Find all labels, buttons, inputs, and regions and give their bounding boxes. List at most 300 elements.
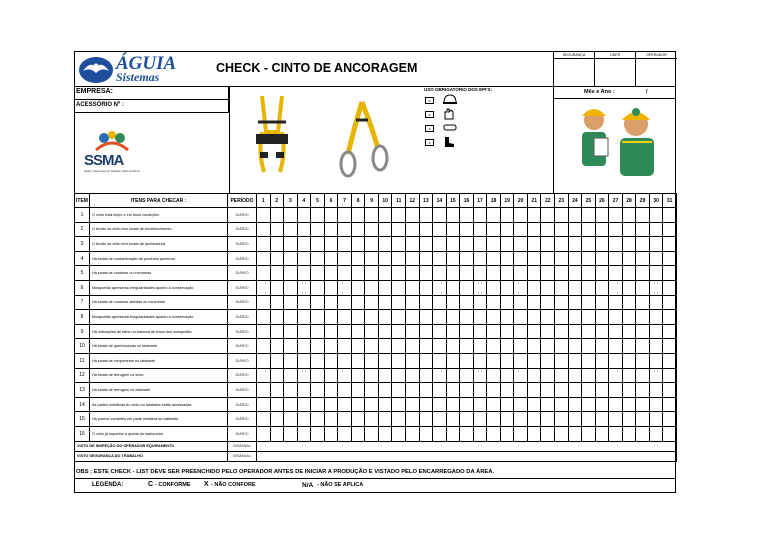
check-cell[interactable] <box>351 280 365 295</box>
check-cell[interactable] <box>500 237 514 252</box>
check-cell[interactable] <box>324 310 338 325</box>
check-cell[interactable] <box>433 266 447 281</box>
check-cell[interactable] <box>406 353 420 368</box>
check-cell[interactable] <box>378 324 392 339</box>
check-cell[interactable] <box>622 383 636 398</box>
check-cell[interactable] <box>338 397 352 412</box>
check-cell[interactable] <box>555 324 569 339</box>
check-cell[interactable] <box>338 426 352 441</box>
check-cell[interactable] <box>500 353 514 368</box>
check-cell[interactable] <box>663 222 677 237</box>
check-cell[interactable] <box>419 295 433 310</box>
check-cell[interactable] <box>636 397 650 412</box>
check-cell[interactable] <box>392 324 406 339</box>
check-cell[interactable] <box>351 208 365 223</box>
check-cell[interactable] <box>311 251 325 266</box>
epi-checkbox[interactable]: x <box>425 97 434 104</box>
check-cell[interactable] <box>609 310 623 325</box>
check-cell[interactable] <box>527 339 541 354</box>
check-cell[interactable] <box>582 412 596 427</box>
check-cell[interactable] <box>351 251 365 266</box>
check-cell[interactable] <box>568 295 582 310</box>
check-cell[interactable] <box>649 237 663 252</box>
check-cell[interactable] <box>527 237 541 252</box>
check-cell[interactable] <box>514 324 528 339</box>
check-cell[interactable] <box>541 426 555 441</box>
check-cell[interactable] <box>527 310 541 325</box>
check-cell[interactable] <box>582 397 596 412</box>
check-cell[interactable] <box>419 208 433 223</box>
check-cell[interactable] <box>365 353 379 368</box>
check-cell[interactable] <box>527 295 541 310</box>
check-cell[interactable] <box>392 251 406 266</box>
check-cell[interactable] <box>324 280 338 295</box>
check-cell[interactable] <box>311 324 325 339</box>
check-cell[interactable] <box>527 266 541 281</box>
check-cell[interactable] <box>446 353 460 368</box>
check-cell[interactable] <box>433 426 447 441</box>
check-cell[interactable] <box>636 295 650 310</box>
check-cell[interactable] <box>649 426 663 441</box>
check-cell[interactable] <box>663 295 677 310</box>
check-cell[interactable] <box>284 208 298 223</box>
check-cell[interactable] <box>338 324 352 339</box>
check-cell[interactable] <box>500 426 514 441</box>
check-cell[interactable] <box>500 222 514 237</box>
check-cell[interactable] <box>392 266 406 281</box>
check-cell[interactable] <box>487 208 501 223</box>
check-cell[interactable] <box>487 383 501 398</box>
check-cell[interactable] <box>622 310 636 325</box>
check-cell[interactable] <box>541 237 555 252</box>
check-cell[interactable] <box>609 251 623 266</box>
check-cell[interactable] <box>663 280 677 295</box>
check-cell[interactable] <box>527 324 541 339</box>
check-cell[interactable] <box>406 368 420 383</box>
check-cell[interactable] <box>500 324 514 339</box>
epi-checkbox[interactable]: x <box>425 125 434 132</box>
check-cell[interactable] <box>406 383 420 398</box>
check-cell[interactable] <box>406 208 420 223</box>
check-cell[interactable] <box>487 324 501 339</box>
check-cell[interactable] <box>351 324 365 339</box>
check-cell[interactable] <box>500 208 514 223</box>
check-cell[interactable] <box>311 208 325 223</box>
check-cell[interactable] <box>473 266 487 281</box>
check-cell[interactable] <box>582 383 596 398</box>
check-cell[interactable] <box>622 280 636 295</box>
check-cell[interactable] <box>351 295 365 310</box>
check-cell[interactable] <box>378 310 392 325</box>
check-cell[interactable] <box>663 368 677 383</box>
check-cell[interactable] <box>500 397 514 412</box>
check-cell[interactable] <box>338 383 352 398</box>
visto-signature-cell[interactable] <box>257 451 677 461</box>
check-cell[interactable] <box>297 397 311 412</box>
check-cell[interactable] <box>595 295 609 310</box>
check-cell[interactable] <box>460 208 474 223</box>
check-cell[interactable] <box>270 208 284 223</box>
check-cell[interactable] <box>541 295 555 310</box>
check-cell[interactable] <box>338 222 352 237</box>
check-cell[interactable] <box>663 310 677 325</box>
check-cell[interactable] <box>460 237 474 252</box>
check-cell[interactable] <box>487 310 501 325</box>
check-cell[interactable] <box>649 353 663 368</box>
check-cell[interactable] <box>649 339 663 354</box>
check-cell[interactable] <box>392 353 406 368</box>
check-cell[interactable] <box>257 310 271 325</box>
check-cell[interactable] <box>541 310 555 325</box>
check-cell[interactable] <box>473 251 487 266</box>
check-cell[interactable] <box>595 383 609 398</box>
check-cell[interactable] <box>527 353 541 368</box>
check-cell[interactable] <box>622 339 636 354</box>
check-cell[interactable] <box>473 280 487 295</box>
check-cell[interactable] <box>595 339 609 354</box>
check-cell[interactable] <box>568 324 582 339</box>
check-cell[interactable] <box>636 353 650 368</box>
check-cell[interactable] <box>406 295 420 310</box>
check-cell[interactable] <box>609 412 623 427</box>
check-cell[interactable] <box>514 412 528 427</box>
check-cell[interactable] <box>351 222 365 237</box>
check-cell[interactable] <box>527 412 541 427</box>
check-cell[interactable] <box>311 397 325 412</box>
check-cell[interactable] <box>609 339 623 354</box>
check-cell[interactable] <box>473 295 487 310</box>
check-cell[interactable] <box>446 412 460 427</box>
check-cell[interactable] <box>663 324 677 339</box>
check-cell[interactable] <box>555 339 569 354</box>
check-cell[interactable] <box>649 368 663 383</box>
check-cell[interactable] <box>555 368 569 383</box>
check-cell[interactable] <box>378 368 392 383</box>
check-cell[interactable] <box>433 368 447 383</box>
check-cell[interactable] <box>378 383 392 398</box>
check-cell[interactable] <box>582 353 596 368</box>
check-cell[interactable] <box>487 295 501 310</box>
check-cell[interactable] <box>446 397 460 412</box>
check-cell[interactable] <box>324 208 338 223</box>
check-cell[interactable] <box>392 339 406 354</box>
check-cell[interactable] <box>392 280 406 295</box>
check-cell[interactable] <box>324 295 338 310</box>
check-cell[interactable] <box>541 251 555 266</box>
check-cell[interactable] <box>257 295 271 310</box>
check-cell[interactable] <box>365 251 379 266</box>
check-cell[interactable] <box>622 237 636 252</box>
check-cell[interactable] <box>419 310 433 325</box>
check-cell[interactable] <box>338 368 352 383</box>
check-cell[interactable] <box>365 295 379 310</box>
check-cell[interactable] <box>568 222 582 237</box>
check-cell[interactable] <box>392 208 406 223</box>
check-cell[interactable] <box>582 280 596 295</box>
check-cell[interactable] <box>284 412 298 427</box>
check-cell[interactable] <box>568 339 582 354</box>
check-cell[interactable] <box>365 426 379 441</box>
check-cell[interactable] <box>433 324 447 339</box>
check-cell[interactable] <box>568 383 582 398</box>
check-cell[interactable] <box>649 412 663 427</box>
check-cell[interactable] <box>514 295 528 310</box>
check-cell[interactable] <box>378 251 392 266</box>
check-cell[interactable] <box>406 251 420 266</box>
check-cell[interactable] <box>257 324 271 339</box>
check-cell[interactable] <box>649 280 663 295</box>
check-cell[interactable] <box>351 266 365 281</box>
check-cell[interactable] <box>622 251 636 266</box>
check-cell[interactable] <box>527 208 541 223</box>
check-cell[interactable] <box>636 251 650 266</box>
check-cell[interactable] <box>649 295 663 310</box>
check-cell[interactable] <box>460 383 474 398</box>
check-cell[interactable] <box>622 324 636 339</box>
check-cell[interactable] <box>460 397 474 412</box>
check-cell[interactable] <box>541 397 555 412</box>
check-cell[interactable] <box>460 251 474 266</box>
check-cell[interactable] <box>419 383 433 398</box>
check-cell[interactable] <box>514 222 528 237</box>
check-cell[interactable] <box>649 208 663 223</box>
check-cell[interactable] <box>487 353 501 368</box>
check-cell[interactable] <box>595 251 609 266</box>
check-cell[interactable] <box>351 310 365 325</box>
check-cell[interactable] <box>338 295 352 310</box>
check-cell[interactable] <box>568 426 582 441</box>
check-cell[interactable] <box>270 295 284 310</box>
check-cell[interactable] <box>446 310 460 325</box>
check-cell[interactable] <box>487 222 501 237</box>
check-cell[interactable] <box>378 208 392 223</box>
check-cell[interactable] <box>270 353 284 368</box>
check-cell[interactable] <box>270 324 284 339</box>
signature-lider[interactable] <box>595 51 636 86</box>
check-cell[interactable] <box>500 266 514 281</box>
check-cell[interactable] <box>378 339 392 354</box>
check-cell[interactable] <box>595 397 609 412</box>
check-cell[interactable] <box>297 339 311 354</box>
check-cell[interactable] <box>324 397 338 412</box>
check-cell[interactable] <box>649 383 663 398</box>
check-cell[interactable] <box>609 295 623 310</box>
check-cell[interactable] <box>378 412 392 427</box>
check-cell[interactable] <box>473 310 487 325</box>
check-cell[interactable] <box>297 266 311 281</box>
check-cell[interactable] <box>270 310 284 325</box>
check-cell[interactable] <box>527 426 541 441</box>
check-cell[interactable] <box>609 397 623 412</box>
check-cell[interactable] <box>392 397 406 412</box>
check-cell[interactable] <box>433 412 447 427</box>
check-cell[interactable] <box>270 412 284 427</box>
check-cell[interactable] <box>663 339 677 354</box>
check-cell[interactable] <box>311 280 325 295</box>
check-cell[interactable] <box>270 251 284 266</box>
check-cell[interactable] <box>365 383 379 398</box>
check-cell[interactable] <box>622 266 636 281</box>
check-cell[interactable] <box>636 266 650 281</box>
check-cell[interactable] <box>595 368 609 383</box>
check-cell[interactable] <box>500 368 514 383</box>
check-cell[interactable] <box>568 237 582 252</box>
check-cell[interactable] <box>487 266 501 281</box>
check-cell[interactable] <box>365 208 379 223</box>
check-cell[interactable] <box>582 368 596 383</box>
check-cell[interactable] <box>365 237 379 252</box>
check-cell[interactable] <box>636 237 650 252</box>
check-cell[interactable] <box>460 353 474 368</box>
mes-ano-field[interactable] <box>554 87 676 99</box>
check-cell[interactable] <box>419 353 433 368</box>
check-cell[interactable] <box>595 310 609 325</box>
check-cell[interactable] <box>460 266 474 281</box>
check-cell[interactable] <box>555 237 569 252</box>
check-cell[interactable] <box>338 251 352 266</box>
check-cell[interactable] <box>500 310 514 325</box>
check-cell[interactable] <box>406 426 420 441</box>
check-cell[interactable] <box>500 339 514 354</box>
check-cell[interactable] <box>257 222 271 237</box>
check-cell[interactable] <box>351 237 365 252</box>
check-cell[interactable] <box>568 251 582 266</box>
check-cell[interactable] <box>446 339 460 354</box>
check-cell[interactable] <box>311 295 325 310</box>
check-cell[interactable] <box>582 222 596 237</box>
check-cell[interactable] <box>433 222 447 237</box>
check-cell[interactable] <box>595 266 609 281</box>
check-cell[interactable] <box>392 412 406 427</box>
check-cell[interactable] <box>568 208 582 223</box>
check-cell[interactable] <box>446 324 460 339</box>
check-cell[interactable] <box>351 426 365 441</box>
check-cell[interactable] <box>311 368 325 383</box>
check-cell[interactable] <box>595 353 609 368</box>
check-cell[interactable] <box>595 208 609 223</box>
check-cell[interactable] <box>270 426 284 441</box>
check-cell[interactable] <box>257 412 271 427</box>
check-cell[interactable] <box>514 251 528 266</box>
check-cell[interactable] <box>514 383 528 398</box>
check-cell[interactable] <box>568 266 582 281</box>
check-cell[interactable] <box>636 280 650 295</box>
check-cell[interactable] <box>582 266 596 281</box>
check-cell[interactable] <box>351 412 365 427</box>
check-cell[interactable] <box>582 426 596 441</box>
check-cell[interactable] <box>270 266 284 281</box>
check-cell[interactable] <box>257 339 271 354</box>
check-cell[interactable] <box>636 222 650 237</box>
check-cell[interactable] <box>446 383 460 398</box>
check-cell[interactable] <box>324 353 338 368</box>
check-cell[interactable] <box>297 368 311 383</box>
check-cell[interactable] <box>487 397 501 412</box>
check-cell[interactable] <box>595 280 609 295</box>
check-cell[interactable] <box>433 310 447 325</box>
check-cell[interactable] <box>609 237 623 252</box>
check-cell[interactable] <box>338 280 352 295</box>
check-cell[interactable] <box>324 251 338 266</box>
check-cell[interactable] <box>284 222 298 237</box>
check-cell[interactable] <box>460 280 474 295</box>
check-cell[interactable] <box>392 222 406 237</box>
check-cell[interactable] <box>311 266 325 281</box>
check-cell[interactable] <box>433 208 447 223</box>
check-cell[interactable] <box>663 266 677 281</box>
check-cell[interactable] <box>392 295 406 310</box>
check-cell[interactable] <box>351 383 365 398</box>
check-cell[interactable] <box>284 310 298 325</box>
check-cell[interactable] <box>257 426 271 441</box>
check-cell[interactable] <box>555 426 569 441</box>
check-cell[interactable] <box>419 412 433 427</box>
check-cell[interactable] <box>297 295 311 310</box>
check-cell[interactable] <box>311 426 325 441</box>
check-cell[interactable] <box>257 237 271 252</box>
check-cell[interactable] <box>446 368 460 383</box>
check-cell[interactable] <box>446 237 460 252</box>
check-cell[interactable] <box>433 295 447 310</box>
check-cell[interactable] <box>406 266 420 281</box>
check-cell[interactable] <box>473 208 487 223</box>
check-cell[interactable] <box>284 339 298 354</box>
check-cell[interactable] <box>609 208 623 223</box>
epi-checkbox[interactable]: x <box>425 139 434 146</box>
check-cell[interactable] <box>378 397 392 412</box>
check-cell[interactable] <box>473 237 487 252</box>
check-cell[interactable] <box>392 383 406 398</box>
check-cell[interactable] <box>582 295 596 310</box>
check-cell[interactable] <box>378 295 392 310</box>
check-cell[interactable] <box>514 397 528 412</box>
check-cell[interactable] <box>351 353 365 368</box>
check-cell[interactable] <box>514 280 528 295</box>
check-cell[interactable] <box>378 426 392 441</box>
check-cell[interactable] <box>446 251 460 266</box>
check-cell[interactable] <box>270 222 284 237</box>
check-cell[interactable] <box>311 339 325 354</box>
check-cell[interactable] <box>419 397 433 412</box>
check-cell[interactable] <box>636 426 650 441</box>
check-cell[interactable] <box>500 280 514 295</box>
check-cell[interactable] <box>555 222 569 237</box>
check-cell[interactable] <box>649 324 663 339</box>
check-cell[interactable] <box>487 339 501 354</box>
check-cell[interactable] <box>487 412 501 427</box>
check-cell[interactable] <box>649 310 663 325</box>
check-cell[interactable] <box>460 368 474 383</box>
check-cell[interactable] <box>500 383 514 398</box>
check-cell[interactable] <box>297 222 311 237</box>
check-cell[interactable] <box>270 237 284 252</box>
check-cell[interactable] <box>595 324 609 339</box>
check-cell[interactable] <box>568 353 582 368</box>
check-cell[interactable] <box>541 353 555 368</box>
check-cell[interactable] <box>609 353 623 368</box>
check-cell[interactable] <box>555 412 569 427</box>
check-cell[interactable] <box>649 397 663 412</box>
check-cell[interactable] <box>487 251 501 266</box>
check-cell[interactable] <box>473 397 487 412</box>
check-cell[interactable] <box>392 426 406 441</box>
check-cell[interactable] <box>270 383 284 398</box>
check-cell[interactable] <box>514 310 528 325</box>
check-cell[interactable] <box>324 237 338 252</box>
check-cell[interactable] <box>419 324 433 339</box>
check-cell[interactable] <box>663 397 677 412</box>
check-cell[interactable] <box>284 383 298 398</box>
